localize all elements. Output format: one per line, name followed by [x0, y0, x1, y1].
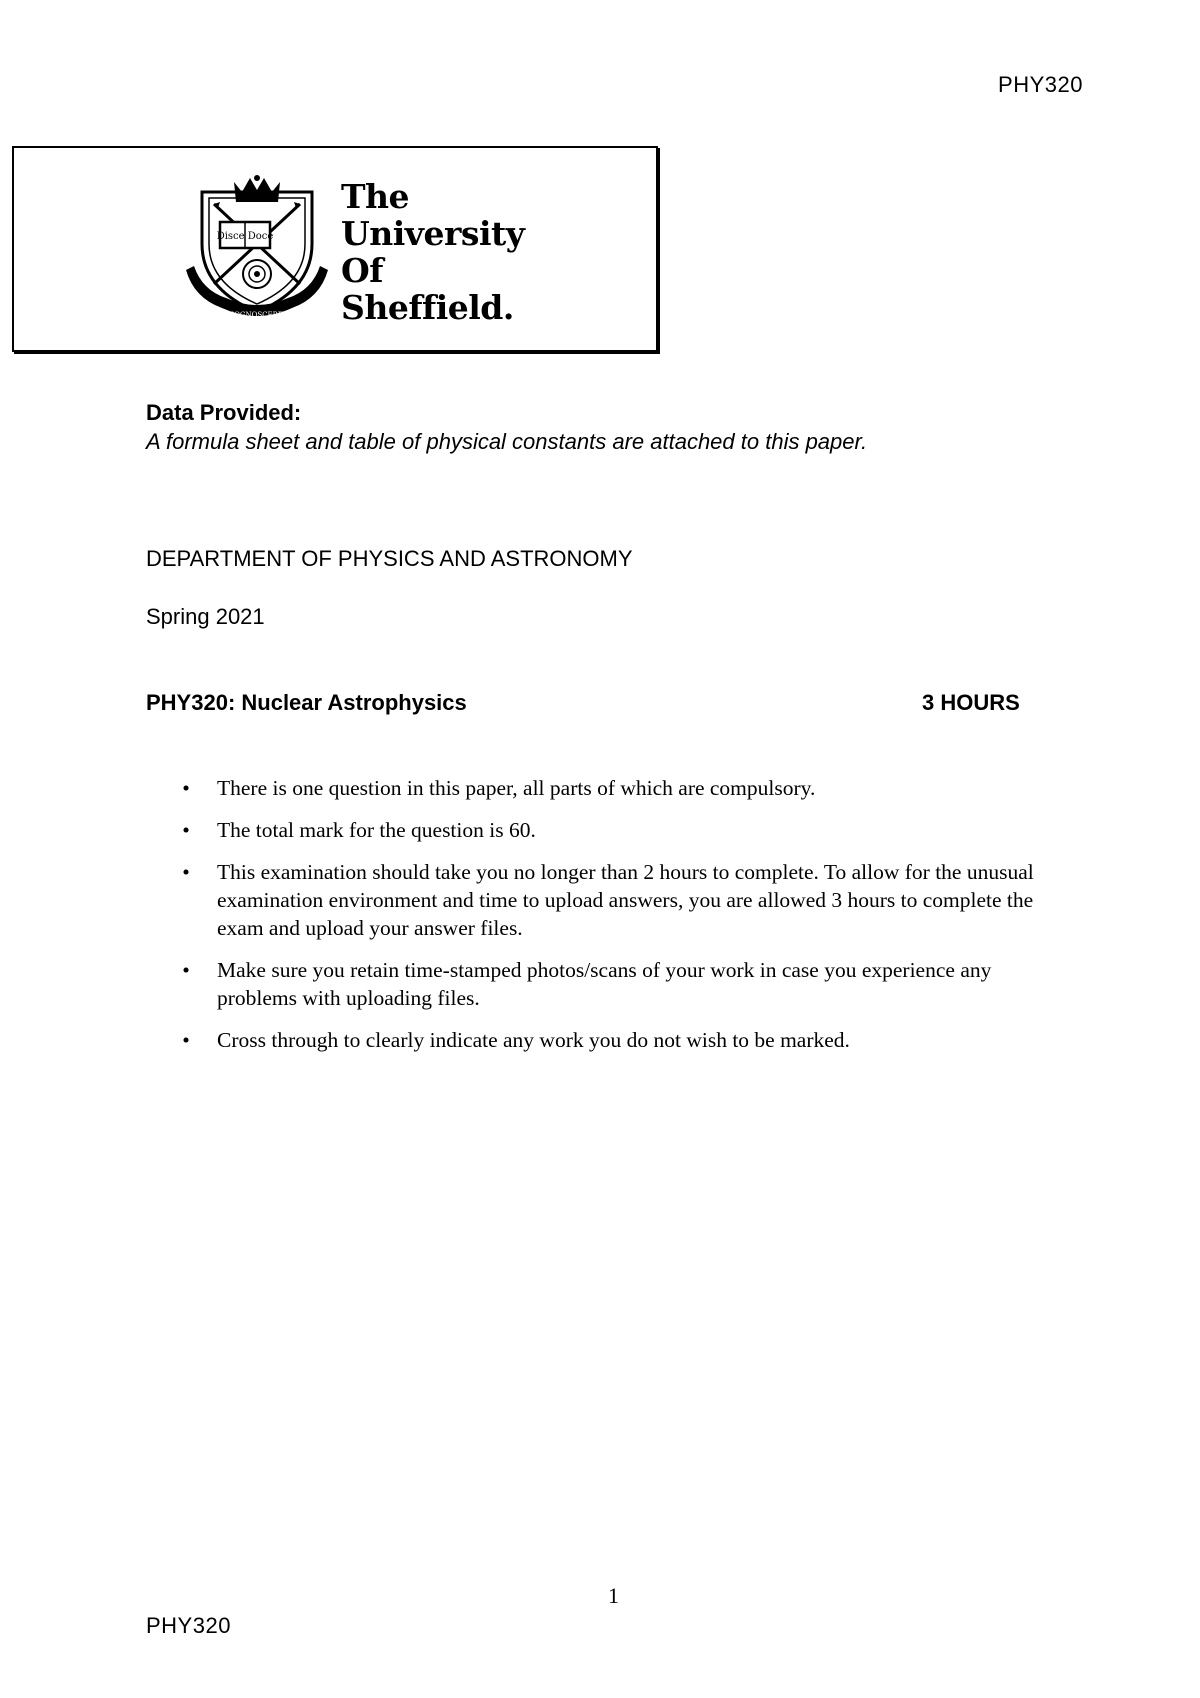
crest-motto: RERVM COGNOSCERE CAVSAS — [198, 311, 316, 319]
university-name-line: Of — [341, 251, 383, 290]
data-provided-label: Data Provided: — [146, 400, 302, 425]
page-number: 1 — [608, 1583, 619, 1608]
university-name-line: Sheffield. — [341, 288, 514, 327]
instruction-text: This examination should take you no longer than 2 hours to complete. To allow for the unusual examination environment and time to upload answers, you are allowed 3 hours to complete the exam and upload your answer files. — [217, 860, 1034, 940]
list-item — [176, 956, 1076, 1012]
list-item — [176, 858, 1076, 942]
university-name — [341, 178, 524, 326]
bullet-icon: • — [182, 958, 190, 982]
university-crest-icon — [182, 174, 332, 324]
instructions-list — [176, 774, 1076, 1068]
bullet-icon: • — [182, 818, 190, 842]
header-course-code: PHY320 — [998, 72, 1083, 97]
instruction-text: The total mark for the question is 60. — [217, 818, 536, 842]
bullet-icon: • — [182, 1028, 190, 1052]
bullet-icon: • — [182, 860, 190, 884]
course-title: PHY320: Nuclear Astrophysics — [146, 690, 467, 715]
university-name-line: The — [341, 177, 410, 216]
exam-duration: 3 HOURS — [922, 690, 1020, 715]
crest-book-text: Disce Doce — [216, 231, 274, 242]
instruction-text: There is one question in this paper, all parts of which are compulsory. — [217, 776, 816, 800]
university-logo — [12, 146, 658, 352]
exam-session: Spring 2021 — [146, 604, 265, 629]
department-name: DEPARTMENT OF PHYSICS AND ASTRONOMY — [146, 546, 633, 571]
instruction-text: Cross through to clearly indicate any work you do not wish to be marked. — [217, 1028, 850, 1052]
instruction-text: Make sure you retain time-stamped photos/scans of your work in case you experience any problems with uploading files. — [217, 958, 992, 1010]
footer-course-code: PHY320 — [146, 1613, 231, 1638]
bullet-icon: • — [182, 776, 190, 800]
data-provided-note: A formula sheet and table of physical constants are attached to this paper. — [146, 429, 868, 454]
list-item — [176, 816, 1076, 844]
list-item — [176, 1026, 1076, 1054]
list-item — [176, 774, 1076, 802]
university-name-line: University — [341, 214, 525, 253]
